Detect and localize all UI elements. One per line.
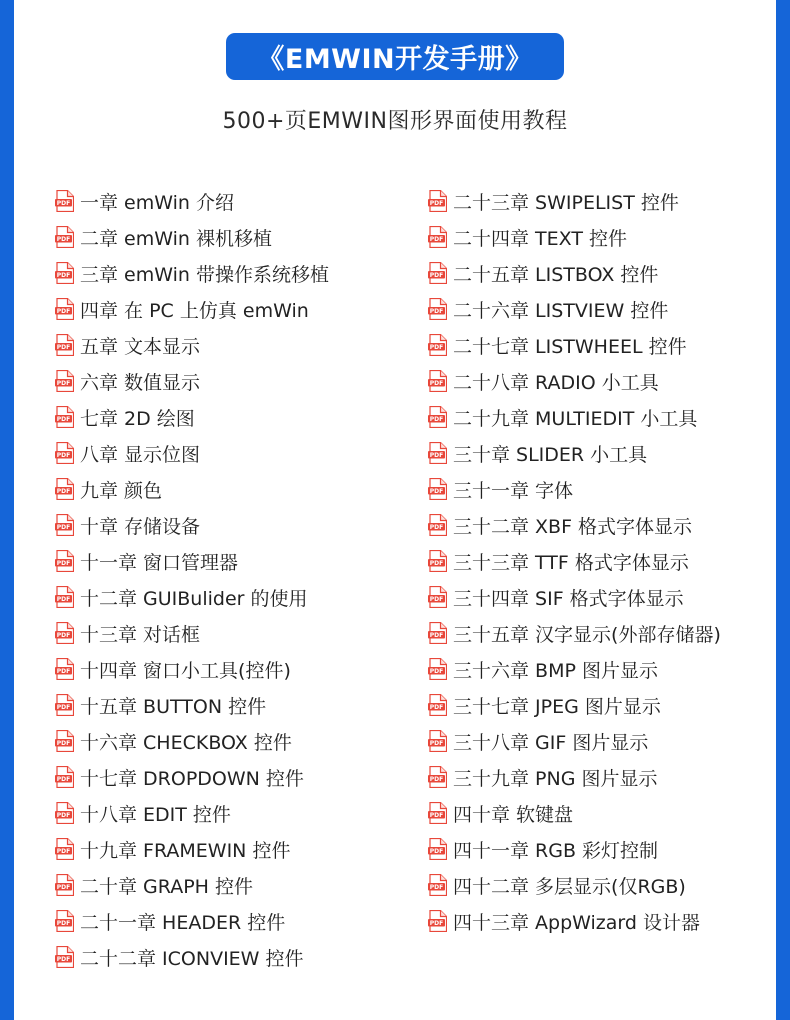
page-title: 《EMWIN开发手册》	[226, 33, 564, 80]
chapter-title: 十五章 BUTTON 控件	[80, 695, 267, 718]
pdf-icon-label: PDF	[56, 308, 71, 315]
chapter-list-item[interactable]	[55, 507, 329, 543]
pdf-icon-label: PDF	[429, 776, 444, 783]
chapter-list-item[interactable]	[428, 435, 721, 471]
chapter-list-item[interactable]	[428, 219, 721, 255]
page-subtitle: 500+页EMWIN图形界面使用教程	[222, 109, 568, 134]
chapter-list-item[interactable]	[428, 723, 721, 759]
chapter-title: 七章 2D 绘图	[80, 407, 195, 430]
pdf-file-icon	[55, 298, 74, 320]
chapter-list-left	[55, 183, 329, 975]
pdf-icon-label: PDF	[429, 848, 444, 855]
pdf-icon-label: PDF	[56, 344, 71, 351]
chapter-list-item[interactable]	[428, 903, 721, 939]
chapter-title: 二章 emWin 裸机移植	[80, 227, 272, 250]
pdf-file-icon	[428, 622, 447, 644]
chapter-list-item[interactable]	[428, 471, 721, 507]
chapter-title: 二十五章 LISTBOX 控件	[453, 263, 659, 286]
pdf-file-icon	[428, 190, 447, 212]
pdf-file-icon	[428, 334, 447, 356]
pdf-file-icon	[55, 694, 74, 716]
chapter-list-item[interactable]	[55, 687, 329, 723]
pdf-icon-label: PDF	[56, 632, 71, 639]
pdf-file-icon	[55, 370, 74, 392]
pdf-icon-label: PDF	[56, 956, 71, 963]
pdf-icon-label: PDF	[429, 488, 444, 495]
chapter-title: 一章 emWin 介绍	[80, 191, 234, 214]
chapter-title: 二十三章 SWIPELIST 控件	[453, 191, 679, 214]
chapter-title: 三十一章 字体	[453, 479, 574, 502]
chapter-title: 十三章 对话框	[80, 623, 201, 646]
chapter-list-item[interactable]	[55, 219, 329, 255]
pdf-icon-label: PDF	[429, 668, 444, 675]
right-border-bar	[776, 0, 790, 1020]
chapter-list-item[interactable]	[55, 363, 329, 399]
chapter-list-item[interactable]	[428, 795, 721, 831]
chapter-list-item[interactable]	[428, 543, 721, 579]
pdf-file-icon	[55, 586, 74, 608]
chapter-title: 六章 数值显示	[80, 371, 201, 394]
chapter-list-item[interactable]	[55, 543, 329, 579]
pdf-icon-label: PDF	[56, 812, 71, 819]
pdf-file-icon	[55, 514, 74, 536]
pdf-icon-label: PDF	[429, 344, 444, 351]
chapter-list-item[interactable]	[428, 363, 721, 399]
chapter-title: 三十五章 汉字显示(外部存储器)	[453, 623, 721, 646]
chapter-list-item[interactable]	[428, 183, 721, 219]
chapter-list-item[interactable]	[428, 831, 721, 867]
pdf-file-icon	[55, 190, 74, 212]
pdf-icon-label: PDF	[429, 596, 444, 603]
chapter-list-item[interactable]	[55, 615, 329, 651]
pdf-file-icon	[428, 730, 447, 752]
pdf-icon-label: PDF	[56, 848, 71, 855]
pdf-icon-label: PDF	[56, 452, 71, 459]
chapter-list-item[interactable]	[55, 759, 329, 795]
pdf-icon-label: PDF	[429, 524, 444, 531]
pdf-icon-label: PDF	[429, 740, 444, 747]
pdf-file-icon	[428, 226, 447, 248]
chapter-title: 二十四章 TEXT 控件	[453, 227, 627, 250]
chapter-list-item[interactable]	[428, 507, 721, 543]
pdf-file-icon	[428, 658, 447, 680]
chapter-title: 四十章 软键盘	[453, 803, 574, 826]
pdf-icon-label: PDF	[429, 812, 444, 819]
pdf-file-icon	[428, 298, 447, 320]
pdf-file-icon	[428, 478, 447, 500]
chapter-title: 四十三章 AppWizard 设计器	[453, 911, 701, 934]
pdf-file-icon	[55, 334, 74, 356]
chapter-title: 四十一章 RGB 彩灯控制	[453, 839, 659, 862]
chapter-list-item[interactable]	[55, 867, 329, 903]
pdf-icon-label: PDF	[429, 920, 444, 927]
pdf-icon-label: PDF	[56, 380, 71, 387]
chapter-title: 八章 显示位图	[80, 443, 201, 466]
chapter-title: 三章 emWin 带操作系统移植	[80, 263, 329, 286]
chapter-list-item[interactable]	[55, 327, 329, 363]
chapter-list-item[interactable]	[55, 183, 329, 219]
chapter-list-item[interactable]	[55, 255, 329, 291]
pdf-icon-label: PDF	[56, 488, 71, 495]
chapter-list-item[interactable]	[428, 399, 721, 435]
chapter-list-item[interactable]	[428, 327, 721, 363]
chapter-list-item[interactable]	[428, 687, 721, 723]
chapter-title: 四章 在 PC 上仿真 emWin	[80, 299, 309, 322]
chapter-list-item[interactable]	[428, 651, 721, 687]
chapter-list-item[interactable]	[55, 831, 329, 867]
chapter-title: 十六章 CHECKBOX 控件	[80, 731, 292, 754]
pdf-file-icon	[55, 550, 74, 572]
chapter-list-item[interactable]	[428, 291, 721, 327]
pdf-file-icon	[428, 910, 447, 932]
chapter-list-item[interactable]	[55, 435, 329, 471]
pdf-icon-label: PDF	[429, 308, 444, 315]
left-border-bar	[0, 0, 14, 1020]
chapter-title: 三十三章 TTF 格式字体显示	[453, 551, 689, 574]
pdf-file-icon	[428, 874, 447, 896]
chapter-title: 二十一章 HEADER 控件	[80, 911, 286, 934]
chapter-list-item[interactable]	[428, 255, 721, 291]
pdf-file-icon	[55, 766, 74, 788]
chapter-list-item[interactable]	[55, 795, 329, 831]
chapter-title: 十二章 GUIBulider 的使用	[80, 587, 308, 610]
pdf-icon-label: PDF	[429, 560, 444, 567]
chapter-title: 三十七章 JPEG 图片显示	[453, 695, 661, 718]
pdf-icon-label: PDF	[56, 272, 71, 279]
pdf-file-icon	[428, 802, 447, 824]
chapter-title: 十九章 FRAMEWIN 控件	[80, 839, 291, 862]
chapter-list-item[interactable]	[55, 651, 329, 687]
chapter-title: 四十二章 多层显示(仅RGB)	[453, 875, 686, 898]
pdf-file-icon	[55, 406, 74, 428]
chapter-title: 九章 颜色	[80, 479, 163, 502]
chapter-list-item[interactable]	[55, 471, 329, 507]
chapter-title: 五章 文本显示	[80, 335, 201, 358]
chapter-title: 三十九章 PNG 图片显示	[453, 767, 658, 790]
pdf-icon-label: PDF	[56, 236, 71, 243]
chapter-title: 三十四章 SIF 格式字体显示	[453, 587, 684, 610]
chapter-list-item[interactable]	[428, 615, 721, 651]
chapter-title: 十章 存储设备	[80, 515, 201, 538]
pdf-icon-label: PDF	[429, 416, 444, 423]
pdf-icon-label: PDF	[429, 236, 444, 243]
chapter-list-item[interactable]	[55, 903, 329, 939]
pdf-file-icon	[428, 406, 447, 428]
chapter-list-item[interactable]	[55, 579, 329, 615]
pdf-icon-label: PDF	[56, 560, 71, 567]
pdf-icon-label: PDF	[429, 884, 444, 891]
pdf-file-icon	[55, 622, 74, 644]
chapter-list-item[interactable]	[55, 291, 329, 327]
chapter-title: 十一章 窗口管理器	[80, 551, 239, 574]
pdf-icon-label: PDF	[429, 452, 444, 459]
chapter-list-item[interactable]	[428, 579, 721, 615]
pdf-file-icon	[55, 658, 74, 680]
pdf-file-icon	[428, 514, 447, 536]
pdf-file-icon	[428, 262, 447, 284]
chapter-list-item[interactable]	[428, 759, 721, 795]
pdf-file-icon	[55, 946, 74, 968]
pdf-file-icon	[428, 550, 447, 572]
pdf-file-icon	[55, 802, 74, 824]
pdf-icon-label: PDF	[56, 740, 71, 747]
chapter-title: 二十六章 LISTVIEW 控件	[453, 299, 669, 322]
pdf-icon-label: PDF	[429, 272, 444, 279]
pdf-file-icon	[55, 226, 74, 248]
chapter-list-item[interactable]	[428, 867, 721, 903]
chapter-title: 三十章 SLIDER 小工具	[453, 443, 648, 466]
pdf-file-icon	[428, 442, 447, 464]
pdf-icon-label: PDF	[429, 704, 444, 711]
pdf-icon-label: PDF	[56, 704, 71, 711]
pdf-icon-label: PDF	[56, 524, 71, 531]
chapter-title: 十四章 窗口小工具(控件)	[80, 659, 291, 682]
pdf-file-icon	[428, 370, 447, 392]
chapter-title: 三十二章 XBF 格式字体显示	[453, 515, 693, 538]
pdf-icon-label: PDF	[56, 416, 71, 423]
chapter-title: 十七章 DROPDOWN 控件	[80, 767, 304, 790]
chapter-list-item[interactable]	[55, 939, 329, 975]
chapter-list-item[interactable]	[55, 399, 329, 435]
pdf-file-icon	[428, 586, 447, 608]
chapter-list-item[interactable]	[55, 723, 329, 759]
chapter-title: 二十九章 MULTIEDIT 小工具	[453, 407, 698, 430]
pdf-icon-label: PDF	[429, 380, 444, 387]
pdf-file-icon	[55, 262, 74, 284]
pdf-icon-label: PDF	[56, 596, 71, 603]
chapter-title: 三十八章 GIF 图片显示	[453, 731, 649, 754]
chapter-title: 二十章 GRAPH 控件	[80, 875, 253, 898]
pdf-file-icon	[55, 442, 74, 464]
chapter-title: 二十七章 LISTWHEEL 控件	[453, 335, 687, 358]
pdf-icon-label: PDF	[56, 776, 71, 783]
pdf-file-icon	[428, 694, 447, 716]
pdf-file-icon	[428, 766, 447, 788]
pdf-file-icon	[55, 730, 74, 752]
chapter-title: 十八章 EDIT 控件	[80, 803, 231, 826]
chapter-title: 二十八章 RADIO 小工具	[453, 371, 659, 394]
pdf-file-icon	[55, 910, 74, 932]
pdf-icon-label: PDF	[429, 632, 444, 639]
chapter-title: 二十二章 ICONVIEW 控件	[80, 947, 304, 970]
pdf-icon-label: PDF	[56, 200, 71, 207]
pdf-icon-label: PDF	[56, 668, 71, 675]
pdf-icon-label: PDF	[56, 920, 71, 927]
pdf-file-icon	[55, 478, 74, 500]
pdf-file-icon	[428, 838, 447, 860]
pdf-file-icon	[55, 874, 74, 896]
chapter-title: 三十六章 BMP 图片显示	[453, 659, 658, 682]
pdf-icon-label: PDF	[56, 884, 71, 891]
pdf-icon-label: PDF	[429, 200, 444, 207]
chapter-list-right	[428, 183, 721, 939]
pdf-file-icon	[55, 838, 74, 860]
